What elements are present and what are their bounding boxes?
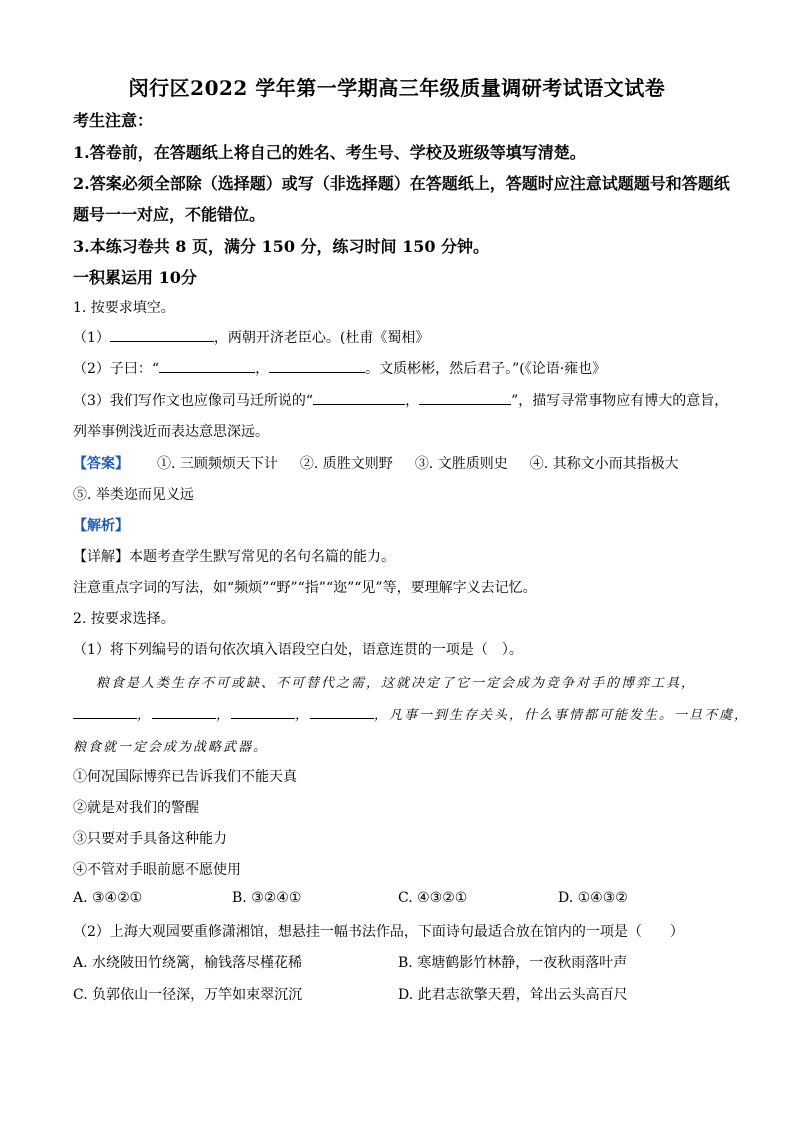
sentence-item-3: ③只要对手具备这种能力	[73, 831, 227, 847]
detail-text: 本题考查学生默写常见的名句名篇的能力。	[129, 549, 395, 565]
q2-stem: 2. 按要求选择。	[73, 611, 175, 627]
answer-blank	[310, 704, 374, 719]
q1-stem: 1. 按要求填空。	[73, 300, 175, 316]
passage-sep: ，	[295, 708, 311, 723]
q2-sub1: （1）将下列编号的语句依次填入语段空白处，语意连贯的一项是（ ）。	[73, 642, 523, 658]
notice-item-2: 2.答案必须全部除（选择题）或写（非选择题）在答题纸上，答题时应注意试题题号和答题纸	[73, 174, 730, 193]
answer-blank	[73, 704, 137, 719]
passage-sep: ，	[216, 708, 232, 723]
option-c: C. ④③②①	[398, 890, 468, 906]
answer-blank	[269, 358, 365, 373]
q1-part2-head: （2）子曰：“	[73, 361, 160, 377]
option-b: B. 寒塘鹤影竹林静，一夜秋雨落叶声	[398, 955, 628, 971]
option-d: D. ①④③②	[558, 890, 628, 906]
answer-item: ①. 三顾频烦天下计	[157, 456, 278, 472]
answer-item-5: ⑤. 举类迩而见义远	[73, 487, 194, 503]
answer-blank	[313, 390, 405, 405]
notice-heading: 考生注意：	[73, 111, 154, 130]
passage-tail: ，凡事一到生存关头，什么事情都可能发生。一旦不虞，	[374, 708, 750, 723]
q1-part1-text: ，两朝开济老臣心。(杜甫《蜀相》	[213, 330, 430, 346]
detail-row	[73, 546, 395, 566]
q2-sub2: （2）上海大观园要重修潇湘馆，想悬挂一幅书法作品，下面诗句最适合放在馆内的一项是（ ）	[73, 924, 684, 940]
answer-blank	[152, 704, 216, 719]
passage-sep: ，	[137, 708, 153, 723]
sentence-item-4: ④不管对手眼前愿不愿使用	[73, 862, 241, 878]
notice-item-2-cont: 题号一一对应，不能错位。	[73, 205, 266, 224]
notice-item-1: 1.答卷前，在答题纸上将自己的姓名、考生号、学校及班级等填写清楚。	[73, 143, 586, 162]
option-a: A. 水绕陂田竹绕篱，榆钱落尽槿花稀	[73, 955, 303, 971]
q1-part2-text: 。文质彬彬，然后君子。”(《论语·雍也》	[365, 361, 607, 377]
answer-blank	[159, 358, 255, 373]
passage-line-1: 粮食是人类生存不可或缺、不可替代之需，这就决定了它一定会成为竞争对手的博弈工具，	[96, 676, 697, 691]
q1-part1	[73, 327, 429, 347]
sentence-item-1: ①何况国际博弈已告诉我们不能天真	[73, 769, 297, 785]
answer-item: ②. 质胜文则野	[299, 456, 393, 472]
notice-item-3: 3.本练习卷共 8 页，满分 150 分，练习时间 150 分钟。	[73, 237, 490, 256]
q1-part3-text: ”，描写寻常事物应有博大的意旨，	[511, 393, 729, 409]
q1-part1-num: （1）	[73, 330, 110, 346]
answer-blank	[110, 327, 214, 342]
sentence-item-2: ②就是对我们的警醒	[73, 800, 199, 816]
option-d: D. 此君志欲擎天碧，耸出云头高百尺	[398, 987, 628, 1003]
option-b: B. ③②④①	[232, 890, 302, 906]
passage-line-2	[73, 704, 749, 723]
answer-item: ③. 文胜质则史	[414, 456, 508, 472]
option-a: A. ③④②①	[73, 890, 143, 906]
q1-part3	[73, 390, 728, 410]
detail-tag: 【详解】	[73, 549, 129, 565]
answer-item: ④. 其称文小而其指极大	[529, 456, 679, 472]
q1-answer-row	[73, 453, 679, 473]
q1-part2	[73, 358, 606, 378]
answer-tag: 【答案】	[73, 456, 129, 472]
q1-part3-head: （3）我们写作文也应像司马迁所说的“	[73, 393, 314, 409]
section-heading: 一积累运用 10分	[73, 268, 197, 287]
answer-blank	[419, 390, 511, 405]
passage-line-3: 粮食就一定会成为战略武器。	[73, 740, 269, 755]
q1-part3-sep: ，	[405, 393, 420, 409]
detail-note: 注意重点字词的写法，如“频烦”“野”“指”“迩”“见”等，要理解字义去记忆。	[73, 580, 537, 596]
analysis-tag: 【解析】	[73, 518, 129, 534]
q1-part2-sep: ，	[255, 361, 270, 377]
answer-blank	[231, 704, 295, 719]
q1-part3-cont: 列举事例浅近而表达意思深远。	[73, 424, 269, 440]
option-c: C. 负郭依山一径深，万竿如束翠沉沉	[73, 987, 303, 1003]
page-title: 闵行区2022 学年第一学期高三年级质量调研考试语文试卷	[128, 76, 666, 100]
